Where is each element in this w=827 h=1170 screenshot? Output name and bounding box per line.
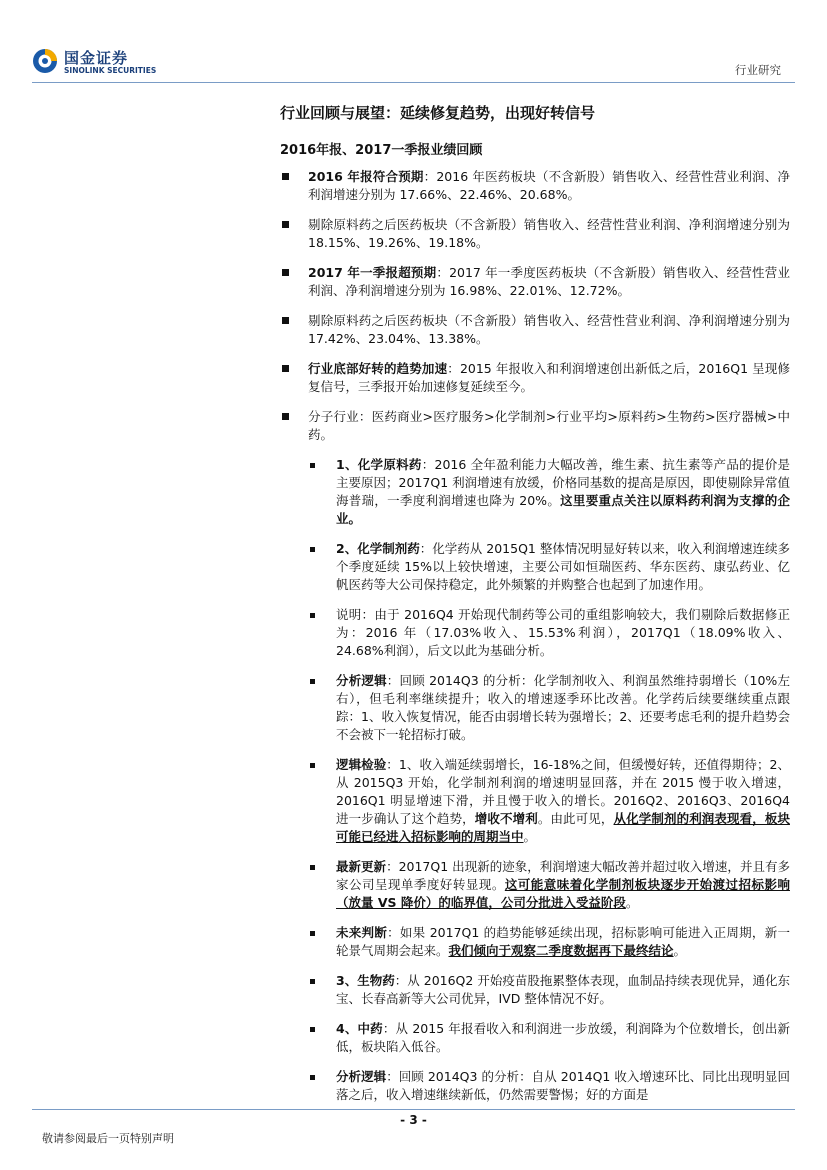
page-number: - 3 - (400, 1113, 427, 1127)
item-text: 剔除原料药之后医药板块（不含新股）销售收入、经营性营业利润、净利润增速分别为 17.42%、23.04%、13.38%。 (308, 313, 790, 346)
sub-list-item (308, 858, 790, 912)
item-lead: 最新更新 (336, 859, 387, 874)
item-lead: 行业底部好转的趋势加速 (308, 361, 448, 376)
small-square-bullet-icon (310, 679, 315, 684)
item-emphasis: 这里要重点关注以原料药利润为支撑的企业。 (336, 493, 790, 526)
company-logo (32, 44, 162, 78)
item-text: 化学药从 2015Q1 整体情况明显好转以来，收入利润增速连续多个季度延续 15%以上较快增速，主要公司如恒瑞医药、华东医药、康弘药业、亿帆医药等大公司保持稳定，此外频繁的并购整合也起到了加速作用。 (336, 541, 790, 592)
main-content (280, 98, 790, 1116)
small-square-bullet-icon (310, 865, 315, 870)
item-text: 2017 年一季度医药板块（不含新股）销售收入、经营性营业利润、净利润增速分别为 16.98%、22.01%、12.72%。 (308, 265, 790, 298)
footer-divider (32, 1109, 795, 1110)
item-text: 2016 全年盈利能力大幅改善，维生素、抗生素等产品的提价是主要原因；2017Q1 利润增速有放缓，价格同基数的提高是原因，即使剔除异常值海普瑞，一季度利润增速也降为 20%。 (336, 457, 790, 508)
item-text: 分子行业：医药商业>医疗服务>化学制剂>行业平均>原料药>生物药>医疗器械>中药。 (308, 409, 790, 442)
item-lead: 逻辑检验 (336, 757, 387, 772)
logo-mark-icon (32, 48, 58, 74)
item-sep: ： (387, 925, 400, 940)
sub-list-item (308, 1068, 790, 1104)
sub-list-item (308, 456, 790, 528)
item-sep: ： (386, 859, 399, 874)
sub-list-item (308, 606, 790, 660)
item-sep: ： (386, 757, 399, 772)
sub-list-item (308, 1020, 790, 1056)
small-square-bullet-icon (310, 1027, 315, 1032)
item-underlined-emphasis: 我们倾向于观察二季度数据再下最终结论 (448, 943, 674, 958)
square-bullet-icon (282, 269, 289, 276)
item-text: 2015 年报收入和利润增速创出新低之后，2016Q1 呈现修复信号，三季报开始加速修复延续至今。 (308, 361, 790, 394)
item-sep: ： (382, 1021, 396, 1036)
item-end: 。 (625, 895, 639, 910)
square-bullet-icon (282, 365, 289, 372)
item-underlined-emphasis: 从化学制剂的利润表现看，板块可能已经进入招标影响的周期当中 (336, 811, 790, 844)
list-item (280, 408, 790, 1104)
logo-english-text: SINOLINK SECURITIES (64, 66, 157, 75)
item-sep: ： (447, 361, 460, 376)
list-item (280, 216, 790, 252)
item-end: 。 (673, 943, 687, 958)
item-text: 如果 2017Q1 的趋势能够延续出现，招标影响可能进入正周期，新一轮景气周期会起来。 (336, 925, 790, 958)
sub-list-item (308, 972, 790, 1008)
item-text-mid: 。由此可见， (537, 811, 614, 826)
item-lead: 分析逻辑 (336, 673, 387, 688)
item-sep: ： (386, 673, 400, 688)
small-square-bullet-icon (310, 763, 315, 768)
small-square-bullet-icon (310, 931, 315, 936)
item-lead: 2016 年报符合预期 (308, 169, 424, 184)
report-category: 行业研究 (735, 63, 781, 77)
item-lead: 1、化学原料药 (336, 457, 422, 472)
item-lead: 2017 年一季报超预期 (308, 265, 437, 280)
item-sep: ： (423, 169, 437, 184)
item-text: 从 2016Q2 开始疫苗股拖累整体表现，血制品持续表现优异，通化东宝、长春高新等大公司优异，IVD 整体情况不好。 (336, 973, 790, 1006)
small-square-bullet-icon (310, 613, 315, 618)
item-sep: ： (421, 457, 435, 472)
item-lead: 分析逻辑 (336, 1069, 387, 1084)
item-lead: 2、化学制剂药 (336, 541, 420, 556)
page-header (0, 0, 827, 84)
item-underlined-emphasis: 这可能意味着化学制剂板块逐步开始渡过招标影响（放量 VS 降价）的临界值，公司分批进入受益阶段 (336, 877, 790, 910)
sub-list-item (308, 756, 790, 846)
logo-chinese-text: 国金证券 (64, 49, 129, 67)
list-item (280, 312, 790, 348)
square-bullet-icon (282, 221, 289, 228)
item-text: 1、收入端延续弱增长，16-18%之间，但缓慢好转，还值得期待；2、从 2015Q3 开始，化学制剂利润的增速明显回落，并在 2015 慢于收入增速，2016Q1 明显增速下滑，并且慢于收入的增长。2016Q2、2016Q3、2016Q4 进一步确认了这个趋势， (336, 757, 790, 826)
small-square-bullet-icon (310, 547, 315, 552)
item-text: 2016 年医药板块（不含新股）销售收入、经营性营业利润、净利润增速分别为 17.66%、22.46%、20.68%。 (308, 169, 790, 202)
list-item (280, 264, 790, 300)
item-lead: 未来判断 (336, 925, 388, 940)
item-lead: 3、生物药 (336, 973, 395, 988)
level2-list (308, 456, 790, 1104)
header-divider (32, 82, 795, 83)
small-square-bullet-icon (310, 1075, 315, 1080)
disclaimer-note: 敬请参阅最后一页特别声明 (42, 1132, 174, 1145)
small-square-bullet-icon (310, 979, 315, 984)
item-text: 回顾 2014Q3 的分析：化学制剂收入、利润虽然维持弱增长（10%左右），但毛利率继续提升；收入的增速逐季环比改善。化学药后续要继续重点跟踪：1、收入恢复情况，能否由弱增长转为强增长；2、还要考虑毛利的提升趋势会不会被下一轮招标打破。 (336, 673, 790, 742)
item-text: 剔除原料药之后医药板块（不含新股）销售收入、经营性营业利润、净利润增速分别为 18.15%、19.26%、19.18%。 (308, 217, 790, 250)
item-emphasis: 增收不增利 (474, 811, 538, 826)
small-square-bullet-icon (310, 463, 315, 468)
sub-title: 2016年报、2017一季报业绩回顾 (280, 143, 483, 158)
square-bullet-icon (282, 413, 289, 420)
item-sep: ： (394, 973, 408, 988)
item-sep: ： (419, 541, 433, 556)
item-text: 从 2015 年报看收入和利润进一步放缓，利润降为个位数增长，创出新低，板块陷入低谷。 (336, 1021, 790, 1054)
list-item (280, 168, 790, 204)
item-text: 回顾 2014Q3 的分析：自从 2014Q1 收入增速环比、同比出现明显回落之后，收入增速继续新低，仍然需要警惕；好的方面是 (336, 1069, 790, 1102)
sub-list-item (308, 540, 790, 594)
level1-list (280, 168, 790, 1104)
sub-list-item (308, 924, 790, 960)
square-bullet-icon (282, 173, 289, 180)
item-end: 。 (523, 829, 537, 844)
item-sep: ： (386, 1069, 399, 1084)
item-text: 说明：由于 2016Q4 开始现代制药等公司的重组影响较大，我们剔除后数据修正为：2016 年（17.03%收入、15.53%利润），2017Q1（18.09%收入、24.68%利润），后文以此为基础分析。 (336, 607, 790, 658)
item-lead: 4、中药 (336, 1021, 383, 1036)
item-sep: ： (436, 265, 450, 280)
item-text: 2017Q1 出现新的迹象，利润增速大幅改善并超过收入增速，并且有多家公司呈现单季度好转显现。 (336, 859, 790, 892)
sub-list-item (308, 672, 790, 744)
square-bullet-icon (282, 317, 289, 324)
list-item (280, 360, 790, 396)
section-title: 行业回顾与展望：延续修复趋势，出现好转信号 (280, 104, 596, 122)
